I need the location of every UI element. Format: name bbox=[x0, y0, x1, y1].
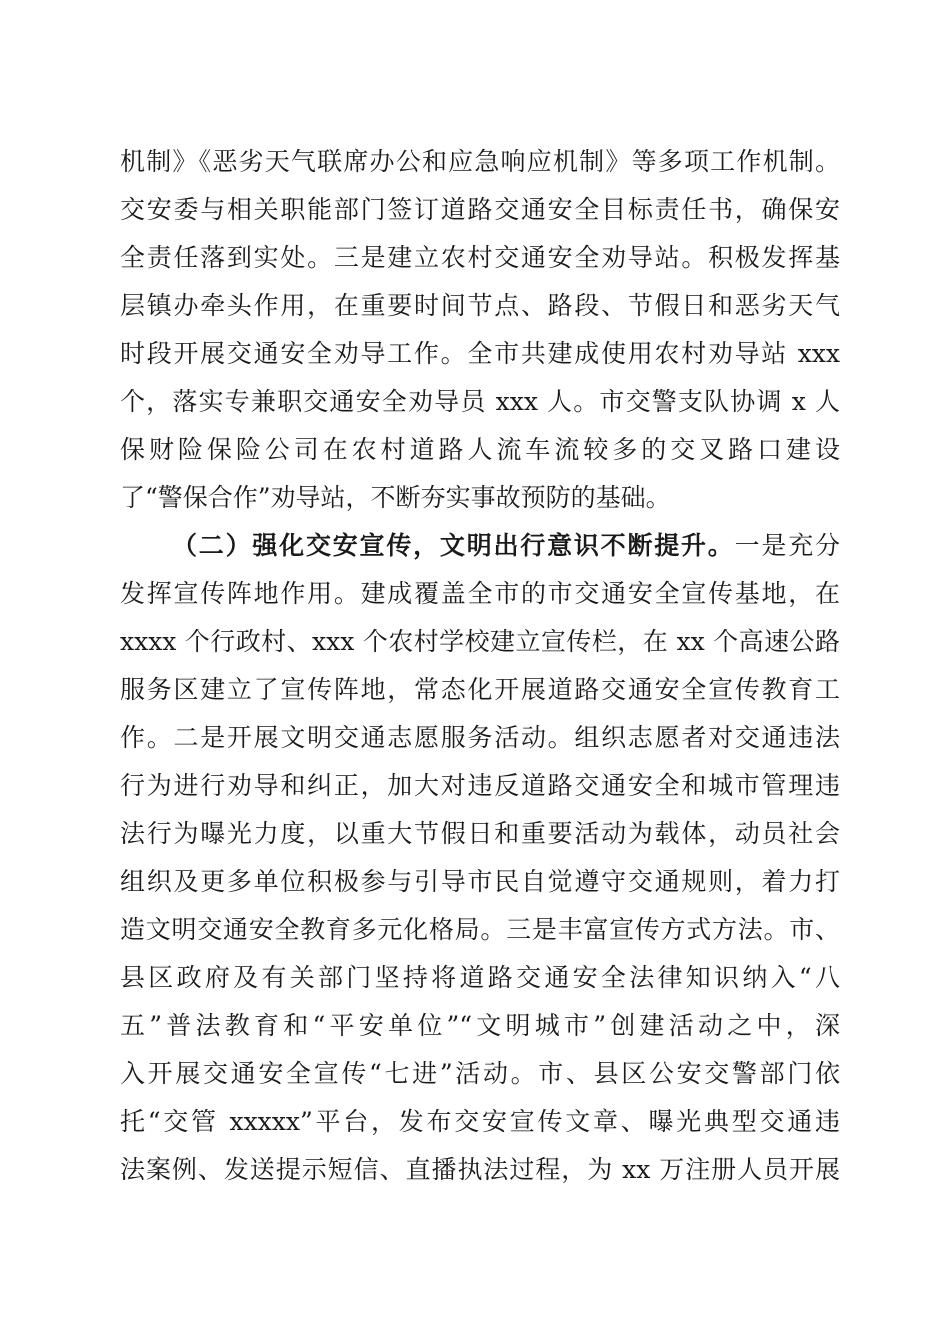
section-heading: （二）强化交安宣传，文明出行意识不断提升。 bbox=[172, 531, 735, 560]
paragraph-line: 托“交管 xxxxx”平台，发布交安宣传文章、曝光典型交通违 bbox=[120, 1107, 840, 1136]
paragraph-line: 法行为曝光力度，以重大节假日和重要活动为载体，动员社会 bbox=[120, 819, 840, 848]
paragraph-line: 五”普法教育和“平安单位”“文明城市”创建活动之中，深 bbox=[120, 1011, 840, 1040]
paragraph-line: 县区政府及有关部门坚持将道路交通安全法律知识纳入“八 bbox=[120, 963, 840, 992]
paragraph-line: 发挥宣传阵地作用。建成覆盖全市的市交通安全宣传基地，在 bbox=[120, 579, 840, 608]
paragraph-line: 保财险保险公司在农村道路人流车流较多的交叉路口建设 bbox=[120, 435, 840, 464]
paragraph-line: 入开展交通安全宣传“七进”活动。市、县区公安交警部门依 bbox=[120, 1059, 840, 1088]
paragraph-line: 交安委与相关职能部门签订道路交通安全目标责任书，确保安 bbox=[120, 195, 840, 224]
paragraph-line: 机制》《恶劣天气联席办公和应急响应机制》等多项工作机制。 bbox=[120, 147, 840, 176]
paragraph-line: 全责任落到实处。三是建立农村交通安全劝导站。积极发挥基 bbox=[120, 243, 840, 272]
paragraph-line: 时段开展交通安全劝导工作。全市共建成使用农村劝导站 xxx bbox=[120, 339, 840, 368]
section-heading-line bbox=[172, 526, 840, 566]
heading-line-rest: 一是充分 bbox=[734, 531, 840, 560]
paragraph-line: 组织及更多单位积极参与引导市民自觉遵守交通规则，着力打 bbox=[120, 867, 840, 896]
paragraph-line: xxxx 个行政村、xxx 个农村学校建立宣传栏，在 xx 个高速公路 bbox=[120, 627, 840, 656]
paragraph-line: 法案例、发送提示短信、直播执法过程，为 xx 万注册人员开展 bbox=[120, 1155, 840, 1184]
paragraph-line: 造文明交通安全教育多元化格局。三是丰富宣传方式方法。市、 bbox=[120, 915, 840, 944]
paragraph-line: 个，落实专兼职交通安全劝导员 xxx 人。市交警支队协调 x 人 bbox=[120, 387, 840, 416]
paragraph-line: 了“警保合作”劝导站，不断夯实事故预防的基础。 bbox=[120, 483, 671, 512]
paragraph-line: 作。二是开展文明交通志愿服务活动。组织志愿者对交通违法 bbox=[120, 723, 840, 752]
paragraph-line: 服务区建立了宣传阵地，常态化开展道路交通安全宣传教育工 bbox=[120, 675, 840, 704]
paragraph-line: 层镇办牵头作用，在重要时间节点、路段、节假日和恶劣天气 bbox=[120, 291, 840, 320]
paragraph-line: 行为进行劝导和纠正，加大对违反道路交通安全和城市管理违 bbox=[120, 771, 840, 800]
